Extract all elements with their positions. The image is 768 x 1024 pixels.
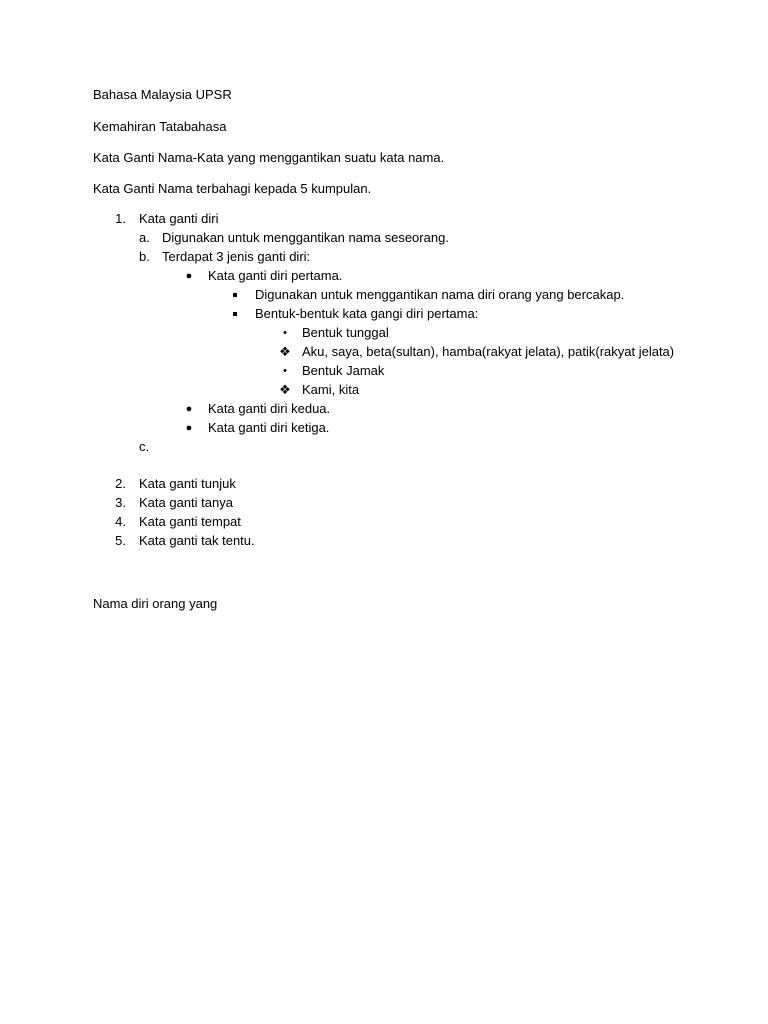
list-item-1b: Terdapat 3 jenis ganti diri: <box>162 249 311 264</box>
list-item-2: Kata ganti tunjuk <box>139 476 236 491</box>
list-letter-b: b. <box>139 249 150 264</box>
list-number-3: 3. <box>115 495 126 510</box>
list-item-pertama-forms: Bentuk-bentuk kata gangi diri pertama: <box>255 306 479 321</box>
list-letter-a: a. <box>139 230 150 245</box>
list-item-jamak-examples: Kami, kita <box>302 382 360 397</box>
bullet-dot-icon: ● <box>185 422 193 434</box>
list-letter-c: c. <box>139 439 150 454</box>
square-bullet-icon <box>233 312 237 316</box>
square-bullet-icon <box>233 293 237 297</box>
list-item-bentuk-jamak: Bentuk Jamak <box>302 363 385 378</box>
bullet-dot-icon: ● <box>185 270 193 282</box>
list-item-ketiga: Kata ganti diri ketiga. <box>208 420 330 435</box>
list-item-3: Kata ganti tanya <box>139 495 233 510</box>
list-item-4: Kata ganti tempat <box>139 514 241 529</box>
list-number-4: 4. <box>115 514 126 529</box>
document-title: Bahasa Malaysia UPSR <box>93 87 232 102</box>
list-item-5: Kata ganti tak tentu. <box>139 533 255 548</box>
footer-text: Nama diri orang yang <box>93 596 218 611</box>
list-item-tunggal-examples: Aku, saya, beta(sultan), hamba(rakyat jelata), patik(rakyat jelata) <box>302 344 675 359</box>
list-item-bentuk-tunggal: Bentuk tunggal <box>302 325 389 340</box>
list-item-1a: Digunakan untuk menggantikan nama seseorang. <box>162 230 449 245</box>
list-item-pertama-usage: Digunakan untuk menggantikan nama diri orang yang bercakap. <box>255 287 625 302</box>
bullet-dot-icon: • <box>283 365 287 377</box>
diamond-bullet-icon: ❖ <box>279 382 291 397</box>
bullet-dot-icon: • <box>283 327 287 339</box>
document-subtitle: Kemahiran Tatabahasa <box>93 119 227 134</box>
list-item-pertama: Kata ganti diri pertama. <box>208 268 343 283</box>
diamond-bullet-icon: ❖ <box>279 344 291 359</box>
list-item-kedua: Kata ganti diri kedua. <box>208 401 331 416</box>
list-item-1: Kata ganti diri <box>139 211 219 226</box>
bullet-dot-icon: ● <box>185 403 193 415</box>
list-number-2: 2. <box>115 476 126 491</box>
list-number-1: 1. <box>115 211 126 226</box>
list-number-5: 5. <box>115 533 126 548</box>
intro-paragraph: Kata Ganti Nama terbahagi kepada 5 kumpulan. <box>93 181 372 196</box>
definition-paragraph: Kata Ganti Nama-Kata yang menggantikan suatu kata nama. <box>93 150 445 165</box>
